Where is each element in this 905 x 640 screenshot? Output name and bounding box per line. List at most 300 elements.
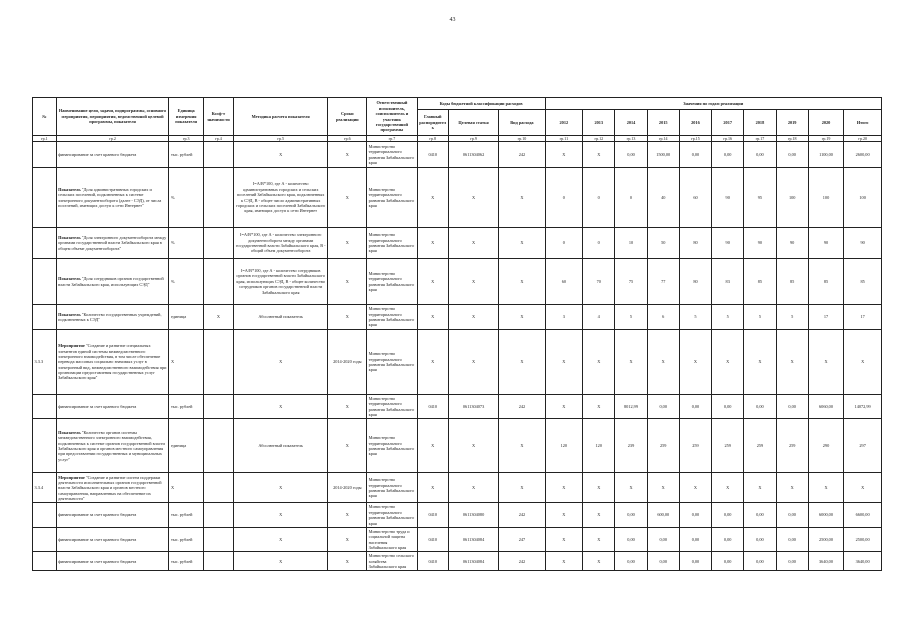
row-number (33, 259, 57, 305)
row-term: X (328, 228, 367, 259)
row-number (33, 142, 57, 168)
row-target-article: 0611304084 (448, 552, 499, 571)
row-target-article: X (448, 330, 499, 395)
header-grbs: Главный распорядитель (417, 110, 448, 136)
row-unit: тыс. рублей (169, 503, 203, 527)
table-row (33, 168, 882, 228)
row-year-value: 70 (583, 259, 615, 305)
row-method: X (233, 395, 328, 419)
row-label: Показатель (58, 186, 81, 192)
row-label: Показатель (58, 429, 81, 435)
row-year-value: 0,00 (615, 527, 647, 551)
row-unit: % (169, 168, 203, 228)
row-name (56, 228, 169, 259)
row-grbs: 0410 (417, 552, 448, 571)
row-number (33, 527, 57, 551)
row-year-value: X (583, 142, 615, 168)
page-number: 43 (449, 17, 456, 23)
row-term: X (328, 168, 367, 228)
row-target-article: X (448, 305, 499, 330)
row-method: I=A/B*100, где А - количество электронного документооборота между органами государственной власти Забайкальского края, В - общий объем документооборота (233, 228, 328, 259)
column-number: гр.1 (33, 136, 57, 142)
row-target-article: 0611304080 (448, 503, 499, 527)
budget-table (32, 97, 882, 571)
row-term: X (328, 259, 367, 305)
row-term: 2014-2020 годы (328, 330, 367, 395)
table-row (33, 259, 882, 305)
row-label: Показатель (58, 311, 81, 317)
row-year-value: X (808, 330, 843, 395)
row-year-value: 0 (583, 228, 615, 259)
column-number: гр.2 (56, 136, 169, 142)
table-header (33, 98, 882, 142)
header-year: 2018 (744, 110, 776, 136)
row-year-value: X (776, 473, 808, 503)
header-num: № (33, 98, 57, 136)
row-year-value: 0,00 (776, 142, 808, 168)
row-coef (203, 168, 233, 228)
row-year-value: 2500,00 (808, 527, 843, 551)
row-grbs: 0410 (417, 527, 448, 551)
row-year-value: 600,00 (647, 503, 679, 527)
row-name-text: финансирование за счет краевого бюджета (58, 536, 137, 542)
row-year-value: 5 (776, 305, 808, 330)
row-name-text: "Количество государственных учреждений, подключенных к СЭД" (58, 311, 162, 322)
row-expense-type: X (499, 330, 545, 395)
row-year-value: 120 (583, 419, 615, 473)
row-year-value: 0,00 (679, 503, 711, 527)
row-year-value: 60 (679, 168, 711, 228)
row-year-value: 0,00 (712, 503, 744, 527)
header-target: Целевая статья (448, 110, 499, 136)
row-year-value: X (583, 503, 615, 527)
column-number: гр.6 (328, 136, 367, 142)
row-year-value: X (808, 473, 843, 503)
header-year: 2014 (615, 110, 647, 136)
row-grbs: X (417, 330, 448, 395)
column-number: гр.18 (776, 136, 808, 142)
row-year-value: 90 (776, 228, 808, 259)
row-total: 90 (844, 228, 882, 259)
column-number: гр.14 (647, 136, 679, 142)
row-name-text: финансирование за счет краевого бюджета (58, 558, 137, 564)
row-grbs: 0410 (417, 503, 448, 527)
row-target-article: 0611304073 (448, 395, 499, 419)
row-name (56, 419, 169, 473)
column-number: гр.4 (203, 136, 233, 142)
row-year-value: 0,00 (744, 527, 776, 551)
row-method: X (233, 527, 328, 551)
row-expense-type: X (499, 305, 545, 330)
row-year-value: X (744, 330, 776, 395)
row-year-value: 90 (712, 168, 744, 228)
row-name (56, 527, 169, 551)
row-year-value: X (545, 330, 583, 395)
row-year-value: 77 (647, 259, 679, 305)
row-year-value: 90 (744, 228, 776, 259)
row-number (33, 503, 57, 527)
row-expense-type: 242 (499, 395, 545, 419)
row-year-value: 239 (615, 419, 647, 473)
row-expense-type: X (499, 228, 545, 259)
row-coef (203, 552, 233, 571)
row-target-article: X (448, 228, 499, 259)
row-year-value: 1100,00 (808, 142, 843, 168)
row-year-value: 0,00 (615, 503, 647, 527)
row-coef (203, 330, 233, 395)
header-budget-codes: Коды бюджетной классификации расходов (417, 98, 545, 110)
row-target-article: X (448, 259, 499, 305)
row-grbs: 0410 (417, 142, 448, 168)
row-coef: X (203, 305, 233, 330)
row-year-value: 85 (808, 259, 843, 305)
row-year-value: X (545, 473, 583, 503)
row-name-text: "Количество органов системы межведомственного электронного взаимодействия, подключенных к системе органов государственной власти Забайкальского края и органов местного самоуправления при предоставлении государственных и муниципальных услуг" (58, 429, 165, 462)
row-executor: Министерство территориального развития Забайкальского края (367, 419, 418, 473)
header-method: Методика расчета показателя (233, 98, 328, 136)
row-grbs: X (417, 168, 448, 228)
row-number (33, 395, 57, 419)
row-term: X (328, 395, 367, 419)
row-name (56, 305, 169, 330)
table-row (33, 552, 882, 571)
row-year-value: X (545, 142, 583, 168)
column-number: гр.5 (233, 136, 328, 142)
row-name (56, 503, 169, 527)
row-year-value: 0,00 (647, 527, 679, 551)
header-year: 2012 (545, 110, 583, 136)
row-total: 2600,00 (844, 142, 882, 168)
column-number: гр.15 (679, 136, 711, 142)
row-year-value: 0,00 (744, 395, 776, 419)
row-total: 6600,00 (844, 503, 882, 527)
row-target-article: 0611304084 (448, 527, 499, 551)
row-total: 14072,99 (844, 395, 882, 419)
row-total: X (844, 473, 882, 503)
row-method: X (233, 473, 328, 503)
row-year-value: 60 (545, 259, 583, 305)
row-year-value: 3640,00 (808, 552, 843, 571)
row-year-value: 259 (647, 419, 679, 473)
row-year-value: 259 (679, 419, 711, 473)
row-grbs: X (417, 228, 448, 259)
header-name: Наименование цели, задачи, подпрограммы, основного мероприятия, мероприятия, ведомственной целевой программы, показателя (56, 98, 169, 136)
row-executor: Министерство территориального развития Забайкальского края (367, 503, 418, 527)
table-row (33, 142, 882, 168)
row-year-value: X (712, 330, 744, 395)
column-number: гр.16 (712, 136, 744, 142)
row-name (56, 330, 169, 395)
row-year-value: 5 (712, 305, 744, 330)
row-name-text: "Доля сотрудников органов государственной власти Забайкальского края, использующих СЭД" (58, 276, 164, 287)
row-grbs: X (417, 259, 448, 305)
row-coef (203, 395, 233, 419)
table-row (33, 527, 882, 551)
row-year-value: 0 (583, 168, 615, 228)
row-year-value: 10 (615, 228, 647, 259)
row-year-value: 75 (615, 259, 647, 305)
row-year-value: 8012,99 (615, 395, 647, 419)
row-name-text: финансирование за счет краевого бюджета (58, 151, 137, 157)
row-year-value: 0,00 (679, 142, 711, 168)
row-unit: тыс. рублей (169, 395, 203, 419)
row-method: I=A/B*100, где А - количество административных городских и сельских поселений Забайкальского края, подключенных к СЭД, В - общее число административных городских и сельских поселений Забайкальского края, имеющих доступ к сети Интернет (233, 168, 328, 228)
row-unit: % (169, 259, 203, 305)
row-name (56, 395, 169, 419)
row-unit: тыс. рублей (169, 142, 203, 168)
row-total: 3640,00 (844, 552, 882, 571)
row-year-value: X (545, 552, 583, 571)
row-name-text: "Доля административных городских и сельских поселений, подключенных к системе электронного документооборота (далее - СЭД), от числа поселений, имеющих доступ к сети Интернет" (58, 186, 162, 208)
row-number: 3.3.4 (33, 473, 57, 503)
row-year-value: 80 (679, 228, 711, 259)
row-year-value: 6000,00 (808, 503, 843, 527)
row-grbs: X (417, 473, 448, 503)
row-year-value: X (647, 473, 679, 503)
header-year-values: Значения по годам реализации (545, 98, 881, 110)
row-year-value: X (545, 527, 583, 551)
row-unit: тыс. рублей (169, 527, 203, 551)
row-year-value: 4 (583, 305, 615, 330)
row-year-value: 40 (647, 168, 679, 228)
row-name-text: "Создание и развитие систем поддержки деятельности исполнительных органов государственной власти Забайкальского края и органов местного самоуправления, направленных на обеспечение их деятельности" (58, 474, 162, 501)
row-year-value: 50 (647, 228, 679, 259)
row-year-value: X (583, 330, 615, 395)
row-year-value: 0,00 (647, 395, 679, 419)
row-number (33, 228, 57, 259)
row-total: X (844, 330, 882, 395)
row-year-value: 0,00 (712, 142, 744, 168)
row-year-value: 259 (776, 419, 808, 473)
row-number (33, 168, 57, 228)
row-term: X (328, 527, 367, 551)
table-row (33, 330, 882, 395)
row-term: 2014-2020 годы (328, 473, 367, 503)
row-number (33, 552, 57, 571)
row-expense-type: X (499, 168, 545, 228)
header-year: 2020 (808, 110, 843, 136)
header-total: Итого (844, 110, 882, 136)
row-year-value: X (545, 395, 583, 419)
row-year-value: 6060,00 (808, 395, 843, 419)
row-year-value: 80 (679, 259, 711, 305)
row-year-value: 0,00 (776, 552, 808, 571)
header-year: 2017 (712, 110, 744, 136)
row-total: 2500,00 (844, 527, 882, 551)
row-year-value: X (545, 503, 583, 527)
row-coef (203, 142, 233, 168)
row-year-value: 85 (776, 259, 808, 305)
row-executor: Министерство территориального развития Забайкальского края (367, 473, 418, 503)
row-year-value: 5 (679, 305, 711, 330)
column-number: гр.7 (367, 136, 418, 142)
row-executor: Министерство территориального развития Забайкальского края (367, 228, 418, 259)
row-year-value: 0,00 (712, 395, 744, 419)
row-total: 297 (844, 419, 882, 473)
row-coef (203, 228, 233, 259)
row-method: X (233, 142, 328, 168)
row-name-text: финансирование за счет краевого бюджета (58, 404, 137, 410)
row-year-value: 100 (808, 168, 843, 228)
row-label: Показатель (58, 234, 81, 240)
row-grbs: X (417, 305, 448, 330)
row-year-value: 5 (744, 305, 776, 330)
row-year-value: X (615, 330, 647, 395)
row-year-value: 0,00 (776, 527, 808, 551)
row-year-value: X (647, 330, 679, 395)
column-number: гр.9 (448, 136, 499, 142)
row-expense-type: X (499, 259, 545, 305)
row-name (56, 142, 169, 168)
header-executor: Ответственный исполнитель, соисполнитель и участник государственной программы (367, 98, 418, 136)
row-executor: Министерство территориального развития Забайкальского края (367, 395, 418, 419)
row-term: X (328, 142, 367, 168)
row-year-value: 0,00 (647, 552, 679, 571)
row-unit: X (169, 330, 203, 395)
row-year-value: 6 (647, 305, 679, 330)
row-grbs: X (417, 419, 448, 473)
header-year: 2015 (647, 110, 679, 136)
row-year-value: 0,00 (744, 142, 776, 168)
row-year-value: X (583, 552, 615, 571)
row-year-value: X (712, 473, 744, 503)
row-year-value: 0 (545, 228, 583, 259)
header-exptype: Вид расхода (499, 110, 545, 136)
row-year-value: 0,00 (679, 552, 711, 571)
table-row (33, 419, 882, 473)
row-year-value: 120 (545, 419, 583, 473)
row-year-value: 0,00 (776, 503, 808, 527)
row-year-value: X (583, 395, 615, 419)
row-term: X (328, 305, 367, 330)
row-method: X (233, 330, 328, 395)
row-name-text: финансирование за счет краевого бюджета (58, 512, 137, 518)
row-name-text: "Доля электронного документооборота между органами государственной власти Забайкальского края в общем объеме документооборота" (58, 234, 167, 251)
row-year-value: 0,00 (679, 395, 711, 419)
row-year-value: 0 (545, 168, 583, 228)
row-coef (203, 419, 233, 473)
row-name (56, 168, 169, 228)
row-year-value: 0,00 (776, 395, 808, 419)
row-year-value: 0,00 (744, 552, 776, 571)
row-number: 3.3.3 (33, 330, 57, 395)
row-coef (203, 527, 233, 551)
row-executor: Министерство территориального развития Забайкальского края (367, 142, 418, 168)
row-unit: % (169, 228, 203, 259)
row-year-value: 0,00 (615, 142, 647, 168)
header-year: 2013 (583, 110, 615, 136)
row-executor: Министерство сельского хозяйства Забайкальского края (367, 552, 418, 571)
row-year-value: 0,00 (712, 527, 744, 551)
row-method: X (233, 552, 328, 571)
row-unit: единица (169, 419, 203, 473)
row-unit: единица (169, 305, 203, 330)
row-total: 100 (844, 168, 882, 228)
column-number: гр.20 (844, 136, 882, 142)
row-year-value: X (744, 473, 776, 503)
row-number (33, 419, 57, 473)
row-term: X (328, 552, 367, 571)
row-year-value: 5 (615, 305, 647, 330)
row-coef (203, 259, 233, 305)
row-year-value: 83 (712, 259, 744, 305)
row-name (56, 473, 169, 503)
row-expense-type: 242 (499, 552, 545, 571)
row-year-value: 1500,00 (647, 142, 679, 168)
row-total: 85 (844, 259, 882, 305)
row-year-value: X (583, 527, 615, 551)
row-expense-type: 242 (499, 503, 545, 527)
row-year-value: 0,00 (615, 552, 647, 571)
column-number: гр.13 (615, 136, 647, 142)
column-number: гр.11 (545, 136, 583, 142)
row-coef (203, 473, 233, 503)
row-executor: Министерство территориального развития Забайкальского края (367, 259, 418, 305)
row-executor: Министерство территориального развития Забайкальского края (367, 168, 418, 228)
row-target-article: X (448, 168, 499, 228)
row-executor: Министерство территориального развития Забайкальского края (367, 305, 418, 330)
row-total: 17 (844, 305, 882, 330)
row-year-value: 3 (545, 305, 583, 330)
row-name-text: "Создание и развитие специальных элементов единой системы межведомственного электронного взаимодействия, в том числе обеспечение перевода массовых социально значимых услуг в электронный вид, межведомственного взаимодействия при организации предоставления государственных услуг Забайкальского края" (58, 343, 167, 381)
row-year-value: 17 (808, 305, 843, 330)
header-year: 2016 (679, 110, 711, 136)
row-year-value: 85 (744, 259, 776, 305)
row-year-value: 0,00 (712, 552, 744, 571)
row-unit: X (169, 473, 203, 503)
row-executor: Министерство труда и социальной защиты населения Забайкальского края (367, 527, 418, 551)
row-number (33, 305, 57, 330)
column-number: гр.19 (808, 136, 843, 142)
row-expense-type: X (499, 419, 545, 473)
column-number: гр.10 (499, 136, 545, 142)
row-method: Абсолютный показатель (233, 419, 328, 473)
header-term: Сроки реализации (328, 98, 367, 136)
row-label: Мероприятие (58, 343, 85, 349)
row-target-article: X (448, 473, 499, 503)
row-name (56, 552, 169, 571)
row-expense-type: 242 (499, 142, 545, 168)
row-label: Мероприятие (58, 474, 85, 480)
row-year-value: X (776, 330, 808, 395)
table-row (33, 305, 882, 330)
row-year-value: 0 (615, 168, 647, 228)
row-method: Абсолютный показатель (233, 305, 328, 330)
row-year-value: 90 (808, 228, 843, 259)
row-year-value: X (583, 473, 615, 503)
column-number: гр.17 (744, 136, 776, 142)
table-body (33, 142, 882, 571)
row-year-value: 0,00 (744, 503, 776, 527)
row-method: I=A/B*100, где А - количество сотрудников органов государственной власти Забайкальского края, использующих СЭД, В - общее количество сотрудников органов государственной власти Забайкальского края (233, 259, 328, 305)
row-year-value: 290 (808, 419, 843, 473)
row-year-value: X (679, 473, 711, 503)
row-year-value: X (679, 330, 711, 395)
header-coef: Коэф-т значимости (203, 98, 233, 136)
row-expense-type: 247 (499, 527, 545, 551)
row-year-value: 95 (744, 168, 776, 228)
header-unit: Единица измерения показателя (169, 98, 203, 136)
row-year-value: 90 (712, 228, 744, 259)
header-year: 2019 (776, 110, 808, 136)
row-expense-type: X (499, 473, 545, 503)
column-number: гр.8 (417, 136, 448, 142)
column-number: гр.12 (583, 136, 615, 142)
table-row (33, 503, 882, 527)
row-name (56, 259, 169, 305)
row-year-value: X (615, 473, 647, 503)
row-executor: Министерство территориального развития Забайкальского края (367, 330, 418, 395)
